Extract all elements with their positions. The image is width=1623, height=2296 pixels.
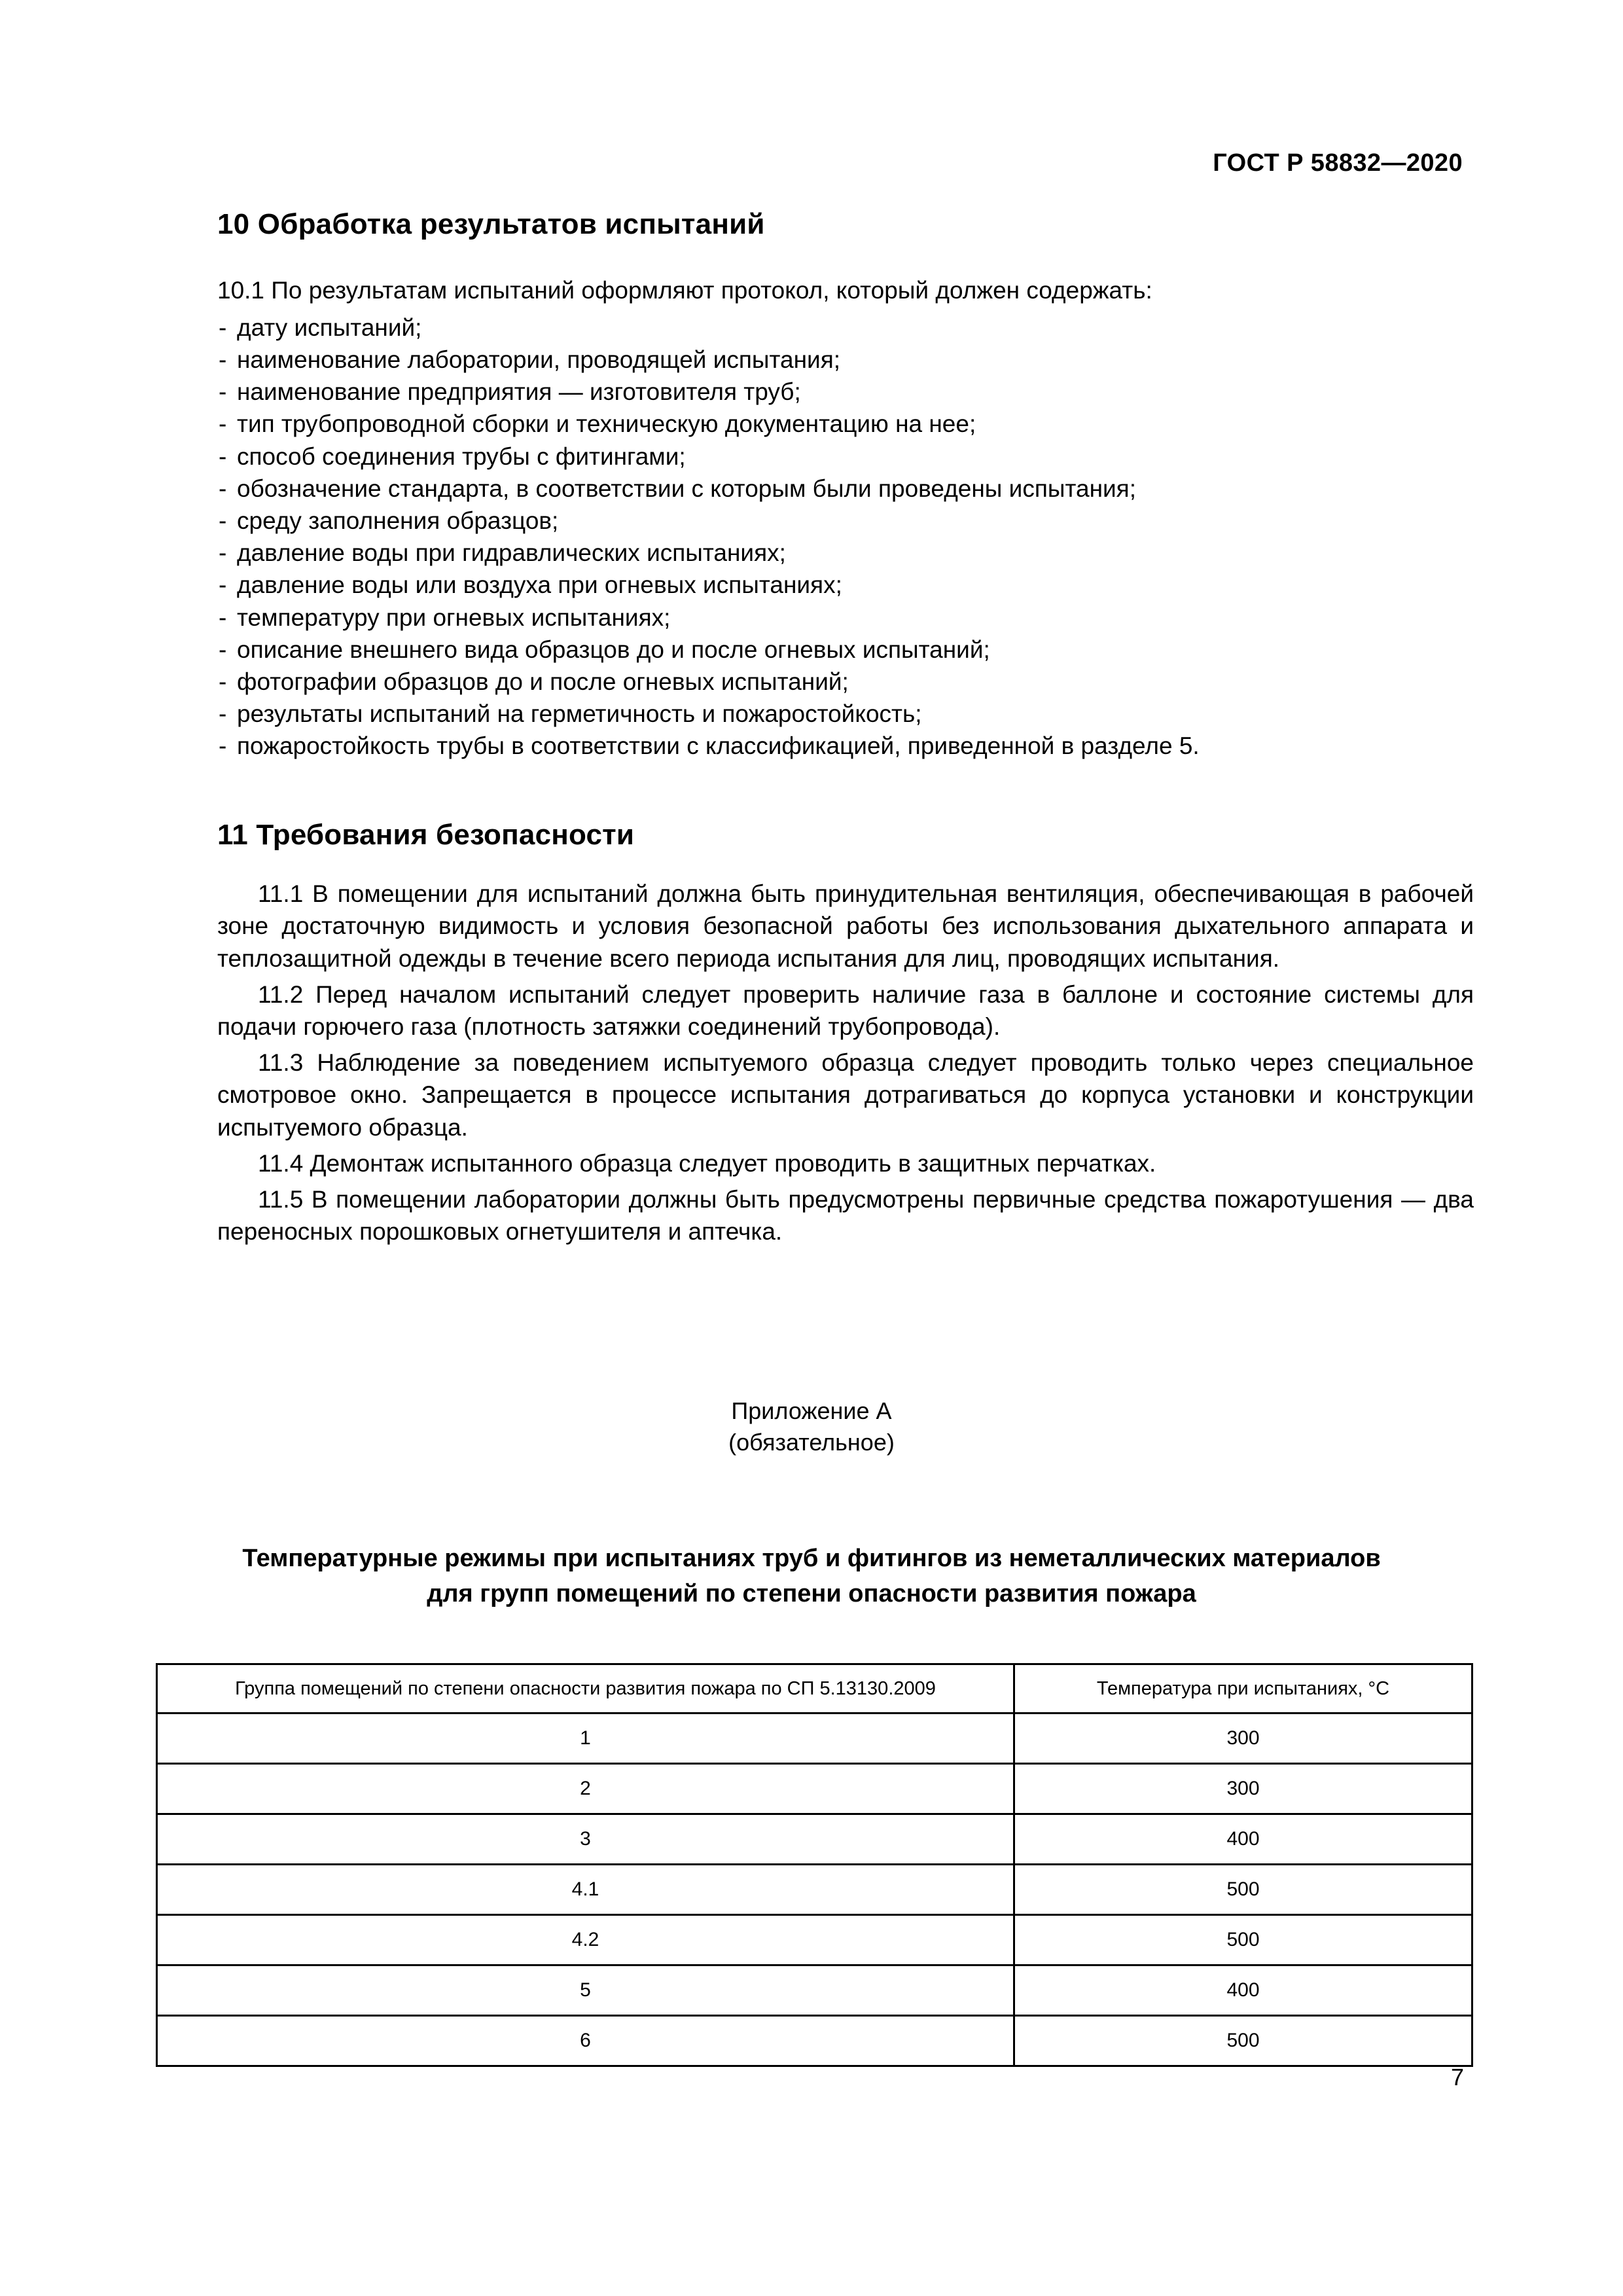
cell-group: 2 [157,1764,1014,1814]
table-header-row [157,1664,1472,1713]
cell-temperature: 500 [1014,1915,1472,1965]
list-item-label: фотографии образцов до и после огневых испытаний; [237,668,849,696]
section-11-paragraph-4: 11.4 Демонтаж испытанного образца следует проводить в защитных перчатках. [258,1149,1156,1177]
list-item [217,730,1474,762]
list-item-label: пожаростойкость трубы в соответствии с классификацией, приведенной в разделе 5. [237,732,1200,760]
section-10-heading: 10 Обработка результатов испытаний [217,208,765,240]
table-row [157,1713,1472,1764]
dash-marker: - [219,442,227,470]
list-item [217,408,1474,440]
section-11-heading: 11 Требования безопасности [217,818,635,851]
list-item [217,344,1474,376]
list-item-label: способ соединения трубы с фитингами; [237,442,686,470]
cell-temperature: 500 [1014,2016,1472,2066]
list-item [217,634,1474,666]
section-10-intro: 10.1 По результатам испытаний оформляют протокол, который должен содержать: [217,276,1152,304]
list-item-label: дату испытаний; [237,314,422,341]
dash-marker: - [219,636,227,663]
section-11-paragraph-2: 11.2 Перед началом испытаний следует проверить наличие газа в баллоне и состояние системы для подачи горючего газа (плотность затяжки соединений трубопровода). [217,980,1474,1041]
list-item-label: давление воды при гидравлических испытаниях; [237,539,786,567]
list-item-label: среду заполнения образцов; [237,507,559,535]
list-item-label: наименование лаборатории, проводящей испытания; [237,346,841,373]
dash-marker: - [219,314,227,341]
appendix-label-text: Приложение А [731,1397,892,1424]
cell-group: 3 [157,1814,1014,1865]
appendix-kind-text: (обязательное) [728,1428,895,1456]
section-11-paragraph-5: 11.5 В помещении лаборатории должны быть предусмотрены первичные средства пожаротушения — два переносных порошковых огнетушителя и аптечка. [217,1186,1474,1246]
list-item-label: температуру при огневых испытаниях; [237,603,671,631]
table-header-cell-group: Группа помещений по степени опасности развития пожара по СП 5.13130.2009 [157,1664,1014,1713]
list-item [217,569,1474,601]
dash-marker: - [219,732,227,760]
list-item [217,312,1474,344]
list-item-label: обозначение стандарта, в соответствии с которым были проведены испытания; [237,475,1136,502]
table-header-cell-temperature: Температура при испытаниях, °C [1014,1664,1472,1713]
table-title-line-2: для групп помещений по степени опасности развития пожара [427,1579,1196,1607]
dash-marker: - [219,668,227,696]
dash-marker: - [219,475,227,502]
dash-marker: - [219,539,227,567]
cell-group: 1 [157,1713,1014,1764]
table-row [157,1865,1472,1915]
cell-temperature: 400 [1014,1965,1472,2016]
cell-group: 4.1 [157,1865,1014,1915]
section-11-paragraph-1: 11.1 В помещении для испытаний должна быть принудительная вентиляция, обеспечивающая в рабочей зоне достаточную видимость и условия безопасной работы без использования дыхательного аппарата и теплозащитной одежды в течение всего периода испытания для лиц, проводящих испытания. [217,880,1474,972]
cell-group: 6 [157,2016,1014,2066]
cell-group: 4.2 [157,1915,1014,1965]
list-item [217,440,1474,473]
table-row [157,2016,1472,2066]
list-item [217,666,1474,698]
section-11-paragraph-3: 11.3 Наблюдение за поведением испытуемого образца следует проводить только через специальное смотровое окно. Запрещается в процессе испытания дотрагиваться до корпуса установки и конструкции испытуемого образца. [217,1049,1474,1141]
list-item [217,601,1474,634]
cell-group: 5 [157,1965,1014,2016]
appendix-table-title [0,1541,1623,1612]
page-content [217,208,1474,1247]
temperature-regimes-table [156,1663,1473,2067]
dash-marker: - [219,603,227,631]
document-header-standard-number: ГОСТ Р 58832—2020 [1213,149,1463,177]
list-item [217,505,1474,537]
protocol-requirements-list [217,312,1474,762]
table-row [157,1764,1472,1814]
list-item-label: давление воды или воздуха при огневых испытаниях; [237,571,842,599]
dash-marker: - [219,700,227,728]
dash-marker: - [219,507,227,535]
dash-marker: - [219,346,227,373]
cell-temperature: 300 [1014,1764,1472,1814]
cell-temperature: 300 [1014,1713,1472,1764]
table-title-line-1: Температурные режимы при испытаниях труб и фитингов из неметаллических материалов [242,1545,1381,1572]
list-item [217,473,1474,505]
cell-temperature: 500 [1014,1865,1472,1915]
table-row [157,1965,1472,2016]
list-item [217,376,1474,408]
list-item [217,698,1474,730]
dash-marker: - [219,410,227,438]
list-item [217,537,1474,569]
appendix-designation [0,1395,1623,1458]
list-item-label: описание внешнего вида образцов до и после огневых испытаний; [237,636,990,663]
table-row [157,1915,1472,1965]
table-row [157,1814,1472,1865]
page-number: 7 [1450,2064,1464,2090]
dash-marker: - [219,571,227,599]
cell-temperature: 400 [1014,1814,1472,1865]
list-item-label: результаты испытаний на герметичность и пожаростойкость; [237,700,922,728]
list-item-label: наименование предприятия — изготовителя труб; [237,378,801,406]
list-item-label: тип трубопроводной сборки и техническую документацию на нее; [237,410,976,438]
dash-marker: - [219,378,227,406]
